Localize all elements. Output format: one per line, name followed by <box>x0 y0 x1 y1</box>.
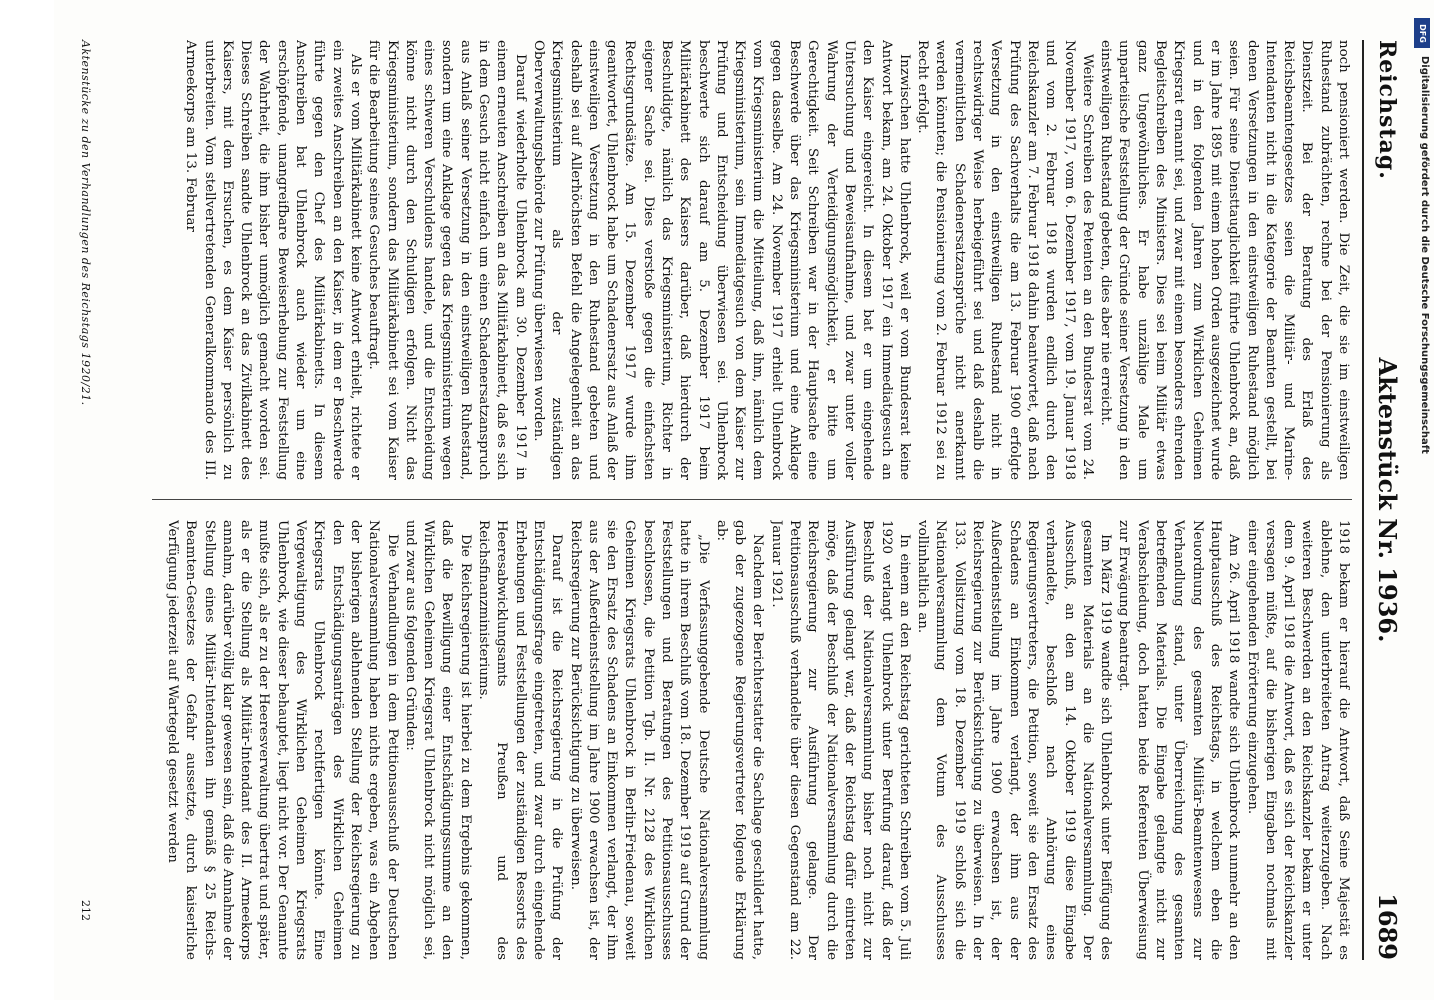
paragraph: In einem an den Reichstag gerichteten Schreiben vom 5. Juli 1920 verlangt Uhlenbrock unter Berufung darauf, daß der Beschluß der Nationalversammlung bisher noch nicht zur Ausführung gelangt war, daß der Reichstag dafür eintreten möge, daß der Beschluß der Nationalversammlung durch die Reichsregierung zur Ausführung gelange. Der Petitionsausschuß verhandelte über diesen Gegenstand am 22. Januar 1921. <box>768 520 912 960</box>
signature-number: 212 <box>79 900 92 921</box>
dfg-logo-icon <box>1414 18 1430 48</box>
digitization-credit <box>1400 8 1434 988</box>
paragraph: 1918 bekam er hierauf die Antwort, daß Seine Majestät es ablehne, den unterbreiteten Antrag weiterzugeben. Nach weiteren Beschwerden an den Reichskanzler bekam er unter dem 9. April 1918 die Antwort, daß es sich der Reichskanzler versagen müßte, auf die bisherigen Eingaben nochmals mit einer eingehenden Erörterung einzugehen. <box>1244 520 1351 960</box>
paragraph: Weitere Schreiben des Petenten an den Bundesrat vom 24. November 1917, vom 6. Dezember 1917, vom 19. Januar 1918 und vom 2. Februar 1918 wurden endlich durch den Reichskanzler am 7. Februar 1918 dahin beantwortet, daß nach Prüfung des Sachverhalts die am 13. Februar 1900 erfolgte Versetzung in den einstweiligen Ruhestand nicht in rechtswidriger Weise herbeigeführt sei und daß deshalb die vermeintlichen Schadenersatzansprüche nicht anerkannt werden könnten; die Pensionierung vom 2. Februar 1912 sei zu Recht erfolgt. <box>915 40 1095 480</box>
paragraph: Nachdem der Berichterstatter die Sachlage geschildert hatte, gab der zugezogene Regierungsvertreter folgende Erklärung ab: <box>713 520 766 960</box>
paragraph: Als er vom Militärkabinett keine Antwort erhielt, richtete er ein zweites Anschreiben an den Kaiser, in dem er Beschwerde führte gegen den Chef des Militärkabinetts. In diesem Anschreiben bat Uhlenbrock auch wieder um eine erschöpfende, unangreifbare Beweiserhebung zur Feststellung der Wahrheit, die ihm bisher unmöglich gemacht worden sei. Dieses Schreiben sandte Uhlenbrock an das Zivilkabinett des Kaisers, mit dem Ersuchen, es dem Kaiser persönlich zu unterbreiten. Vom stellvertretenden Generalkommando des III. Armeekorps am 13. Februar <box>183 40 363 480</box>
header-left: Reichstag. <box>1374 40 1400 180</box>
credit-text: Digitalisierung gefördert durch die Deutsche Forschungsgemeinschaft <box>1419 56 1430 454</box>
paragraph: Inzwischen hatte Uhlenbrock, weil er vom Bundesrat keine Antwort bekam, am 24. Oktober 1917 ein Immediatgesuch an den Kaiser eingereicht. In diesem bat er um eingehende Untersuchung und Beweisaufnahme, und zwar unter voller Wahrung der Verteidigungsmöglichkeit, er bitte um Gerechtigkeit. Seit Schreiben war in der Hauptsache eine Beschwerde über das Kriegsministerium und eine Anklage gegen dasselbe. Am 24. November 1917 erhielt Uhlenbrock vom Kriegsministerium die Mitteilung, daß ihm, nämlich dem Kriegsministerium, sein Immediatgesuch von dem Kaiser zur Prüfung und Entscheidung überwiesen sei. Uhlenbrock beschwerte sich darauf am 5. Dezember 1917 beim Militärkabinett des Kaisers darüber, daß hierdurch der Beschuldigte, nämlich das Kriegsministerium, Richter in eigener Sache sei. Dies verstoße gegen die einfachsten Rechtsgrundsätze. Am 15. Dezember 1917 wurde ihm geantwortet, Uhlenbrock habe um Schadenersatz aus Anlaß der einstweiligen Versetzung in den Ruhestand gebeten und deshalb sei auf Allerhöchsten Befehl die Angelegenheit an das Kriegsministerium als der zuständigen Oberverwaltungsbehörde zur Prüfung überwiesen worden. <box>530 40 912 480</box>
paragraph: Die Verhandlungen in dem Petitionsausschuß der Deutschen Nationalversammlung haben nichts ergeben, was ein Abgehen der bisherigen ablehnenden Stellung der Reichsregierung zu den Entschädigungsanträgen des Wirklichen Geheimen Kriegsrats Uhlenbrock rechtfertigen könnte. Eine Vergewaltigung des Wirklichen Geheimen Kriegsrats Uhlenbrock, wie dieser behauptet, liegt nicht vor. Der Genannte mußte sich, als er zu der Heeresverwaltung übertrat und später, als er die Stellung als Militär-Intendant des II. Armeekorps annahm, darüber völlig klar gewesen sein, daß die Annahme der Stellung eines Militär-Intendanten ihn gemäß § 25 Reichs-Beamten-Gesetzes der Gefahr aussetzte, durch kaiserliche Verfügung jederzeit auf Wartegeld gesetzt werden <box>165 520 400 960</box>
paragraph: Darauf ist die Reichsregierung in die Prüfung der Entschädigungsfrage eingetreten, und zwar durch eingehende Erhebungen und Feststellungen der zuständigen Ressorts des Heeresabwicklungsamts Preußen und des Reichsfinanzministeriums. <box>476 520 565 960</box>
document-page <box>54 0 1434 1000</box>
paragraph: noch pensioniert werden. Die Zeit, die sie im einstweiligen Ruhestand zubrächten, rechne bei der Pensionierung als Dienstzeit. Bei der Beratung des Erlaß des Reichsbeamtengesetzes seien die Militär- und Marine-Intendanten nicht in die Kategorie der Beamten gestellt, bei denen Versetzungen in den einstweiligen Ruhestand möglich seien. Für seine Diensttauglichkeit führte Uhlenbrock an, daß er im Jahre 1895 mit einem hohen Orden ausgezeichnet wurde und in den folgenden Jahren zum Wirklichen Geheimen Kriegsrat ernannt sei, und zwar mit einem besonders ehrenden Begleitschreiben des Ministers. Dies sei beim Militär etwas ganz Ungewöhnliches. Er habe unzählige Male um unparteiische Feststellung der Gründe seiner Versetzung in den einstweiligen Ruhestand gebeten, dies aber nie erreicht. <box>1098 40 1351 480</box>
document-title: Aktenstück Nr. 1936. <box>1373 357 1402 643</box>
paragraph: Darauf wiederholte Uhlenbrock am 30. Dezember 1917 in einem erneuten Anschreiben an das Militärkabinett, daß es sich in dem Gesuch nicht einfach um einen Schadenersatzanspruch aus Anlaß seiner Versetzung in den einstweiligen Ruhestand, sondern um eine Anklage gegen das Kriegsministerium wegen eines schweren Verschuldens handele, und die Entscheidung könne nicht durch den Schuldigen erfolgen. Nicht das Kriegsministerium, sondern das Militärkabinett sei vom Kaiser für die Bearbeitung seines Gesuches beauftragt. <box>366 40 528 480</box>
quoted-paragraph: „Die Verfassunggebende Deutsche Nationalversammlung hatte in ihrem Beschluß vom 18. Dezember 1919 auf Grund der Feststellungen und Beratungen des Petitionsausschusses beschlossen, die Petition Tgb. II. Nr. 2128 des Wirklichen Geheimen Kriegsrats Uhlenbrock in Berlin-Friedenau, soweit sie den Ersatz des Schadens an Einkommen verlangt, der ihm aus der Außerdienststellung im Jahre 1900 erwachsen ist, der Reichsregierung zur Berücksichtigung zu überweisen. <box>567 520 711 960</box>
text-column-left <box>112 40 1352 480</box>
column-divider <box>152 499 1352 500</box>
paragraph: Am 26. April 1918 wandte sich Uhlenbrock nunmehr an den Hauptausschuß des Reichstags, in welchem eben die Neuordnung des gesamten Militär-Beamtenwesens zur Verhandlung stand, unter Überreichung des gesamten betreffenden Materials. Die Eingabe gelangte nicht zur Verabschiedung, doch hatten beide Referenten Überweisung zur Erwägung beantragt. <box>1116 520 1242 960</box>
paragraph: Die Reichsregierung ist hierbei zu dem Ergebnis gekommen, daß die Bewilligung einer Entschädigungssumme an den Wirklichen Geheimen Kriegsrat Uhlenbrock nicht möglich sei, und zwar aus folgenden Gründen: <box>402 520 473 960</box>
text-column-right <box>112 520 1352 960</box>
page-number: 1689 <box>1373 893 1402 960</box>
dfg-logo-text: DFG <box>1417 23 1427 43</box>
footer-note: Aktenstücke zu den Verhandlungen des Reichstags 1920/21. <box>79 40 92 406</box>
paragraph: Im März 1919 wandte sich Uhlenbrock unter Beifügung des gesamten Materials an die Nationalversammlung. Der Ausschuß, an den am 14. Oktober 1919 diese Eingabe verhandelte, beschloß nach Anhörung eines Regierungsvertreters, die Petition, soweit sie den Ersatz des Schadens an Einkommen verlangt, der ihm aus der Außerdienststellung im Jahre 1900 erwachsen ist, der Reichsregierung zur Berücksichtigung zu überweisen. In der 133. Vollsitzung vom 18. Dezember 1919 schloß sich die Nationalversammlung dem Votum des Ausschusses vollinhaltlich an. <box>915 520 1114 960</box>
page-header <box>1362 40 1404 960</box>
